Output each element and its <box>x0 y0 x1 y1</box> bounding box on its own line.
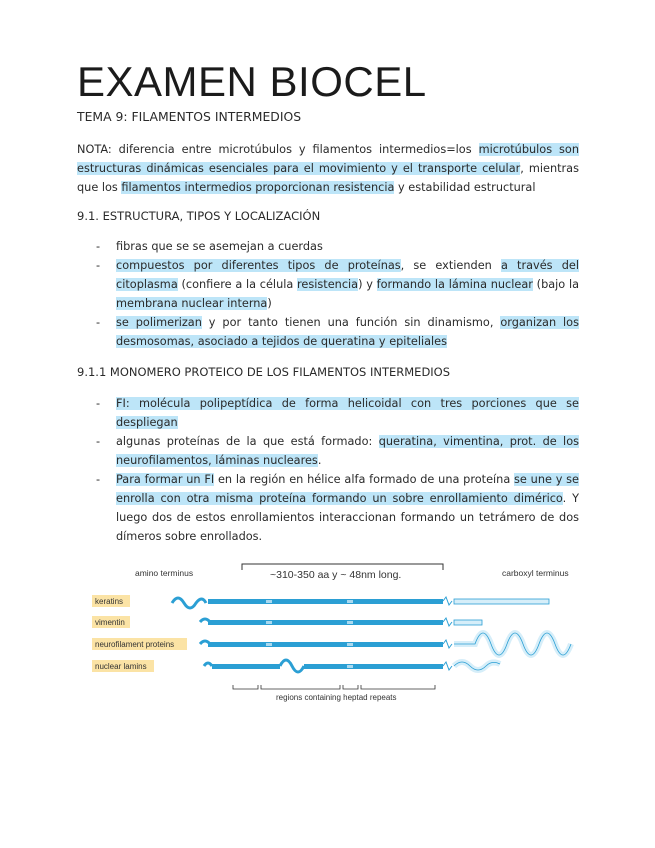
break-mark <box>443 618 452 626</box>
note-highlight-1: microtúbulos son estructuras dinámicas esenciales para el movimiento y el transporte celular <box>77 143 579 175</box>
bullet-text: . Y luego dos de estos enrollamientos interaccionan formando un tetrámero de dos dímeros sobre enrollados. <box>116 492 579 543</box>
bullet-highlight: formando la lámina nuclear <box>376 278 533 291</box>
rod-domain <box>304 664 443 669</box>
bullet-highlight: FI: molécula polipeptídica de forma helicoidal con tres porciones que se despliegan <box>116 397 579 429</box>
rod-domain <box>212 664 280 669</box>
bullet-highlight: Para formar un FI <box>116 473 215 486</box>
tail-coil-fill <box>454 662 500 670</box>
bullet-text: (confiere a la célula <box>177 278 298 291</box>
linker <box>347 665 353 668</box>
dash-bullet: - <box>96 240 101 253</box>
linker <box>266 600 272 603</box>
bullet-highlight: compuestos por diferentes tipos de proteínas <box>116 259 401 272</box>
break-mark <box>443 662 452 670</box>
heptad-bracket <box>261 685 340 689</box>
bullet-text: ) <box>267 297 272 310</box>
note-text-3: y estabilidad estructural <box>394 181 536 194</box>
note-text-1: NOTA: diferencia entre microtúbulos y filamentos intermedios=los <box>77 143 479 156</box>
filament-diagram <box>90 558 585 708</box>
note-text-2: , mientras que los <box>77 162 579 194</box>
note-paragraph <box>77 140 579 197</box>
row-label-neurofilament: neurofilament proteins <box>95 640 175 649</box>
bullet-highlight: queratina, vimentina, prot. de los neurofilamentos, láminas nucleares <box>116 435 579 467</box>
head-coil <box>204 663 212 666</box>
row-label-keratins: keratins <box>95 597 124 606</box>
rod-domain <box>208 642 443 647</box>
carboxyl-terminus-label: carboxyl terminus <box>502 568 569 578</box>
bullet-text: en la región en hélice alfa formado de una proteína <box>214 473 515 486</box>
bullet-highlight: a través del citoplasma <box>116 259 579 291</box>
structure-list <box>77 237 579 351</box>
rod-domain <box>208 620 443 625</box>
list-item <box>77 432 579 470</box>
row-label-nuclear-lamins: nuclear lamins <box>95 662 147 671</box>
dash-bullet: - <box>96 473 101 486</box>
topic-subtitle: TEMA 9: FILAMENTOS INTERMEDIOS <box>77 109 302 124</box>
bullet-text: , se extienden <box>400 259 501 272</box>
heptad-repeats-label: regions containing heptad repeats <box>276 693 397 702</box>
heptad-bracket <box>233 685 258 689</box>
head-coil <box>172 598 206 608</box>
linker <box>347 600 353 603</box>
dash-bullet: - <box>96 435 101 448</box>
amino-terminus-label: amino terminus <box>135 568 194 578</box>
bullet-text: algunas proteínas de la que está formado: <box>116 435 379 448</box>
bullet-text: (bajo la <box>532 278 580 291</box>
monomer-list <box>77 394 579 546</box>
rod-domain <box>208 599 443 604</box>
bullet-highlight: membrana nuclear interna <box>116 297 268 310</box>
list-item <box>77 313 579 351</box>
bullet-highlight: organizan los desmosomas, asociado a tejidos de queratina y epiteliales <box>116 316 579 348</box>
section-heading-structure: 9.1. ESTRUCTURA, TIPOS Y LOCALIZACIÓN <box>77 209 321 223</box>
tail-domain <box>454 599 549 604</box>
linker <box>266 621 272 624</box>
linker <box>347 643 353 646</box>
linker <box>266 643 272 646</box>
list-item <box>77 256 579 313</box>
bullet-highlight: se une y se enrolla con otra misma proteína formando un sobre enrollamiento dimérico <box>116 473 580 505</box>
break-mark <box>443 597 452 605</box>
linker <box>347 621 353 624</box>
list-item <box>77 237 579 256</box>
bullet-highlight: resistencia <box>297 278 359 291</box>
insert-coil <box>280 660 304 672</box>
heptad-bracket <box>361 685 435 689</box>
list-item <box>77 470 579 546</box>
section-heading-monomer: 9.1.1 MONOMERO PROTEICO DE LOS FILAMENTOS INTERMEDIOS <box>77 365 451 379</box>
bullet-text: y por tanto tienen una función sin dinamismo, <box>201 316 501 329</box>
bullet-text: . <box>317 454 322 467</box>
bullet-highlight: se polimerizan <box>116 316 202 329</box>
heptad-bracket <box>343 685 358 689</box>
dash-bullet: - <box>96 259 101 272</box>
list-item <box>77 394 579 432</box>
bullet-text: ) y <box>358 278 377 291</box>
page-title: EXAMEN BIOCEL <box>77 58 427 105</box>
dash-bullet: - <box>96 316 101 329</box>
row-label-vimentin: vimentin <box>95 618 125 627</box>
intermediate-filament-figure <box>90 558 585 708</box>
length-label: ~310-350 aa y ~ 48nm long. <box>270 569 402 581</box>
dash-bullet: - <box>96 397 101 410</box>
break-mark <box>443 640 452 648</box>
tail-domain <box>454 620 482 625</box>
bullet-text: fibras que se se asemejan a cuerdas <box>116 240 323 253</box>
note-highlight-2: filamentos intermedios proporcionan resistencia <box>121 181 395 194</box>
